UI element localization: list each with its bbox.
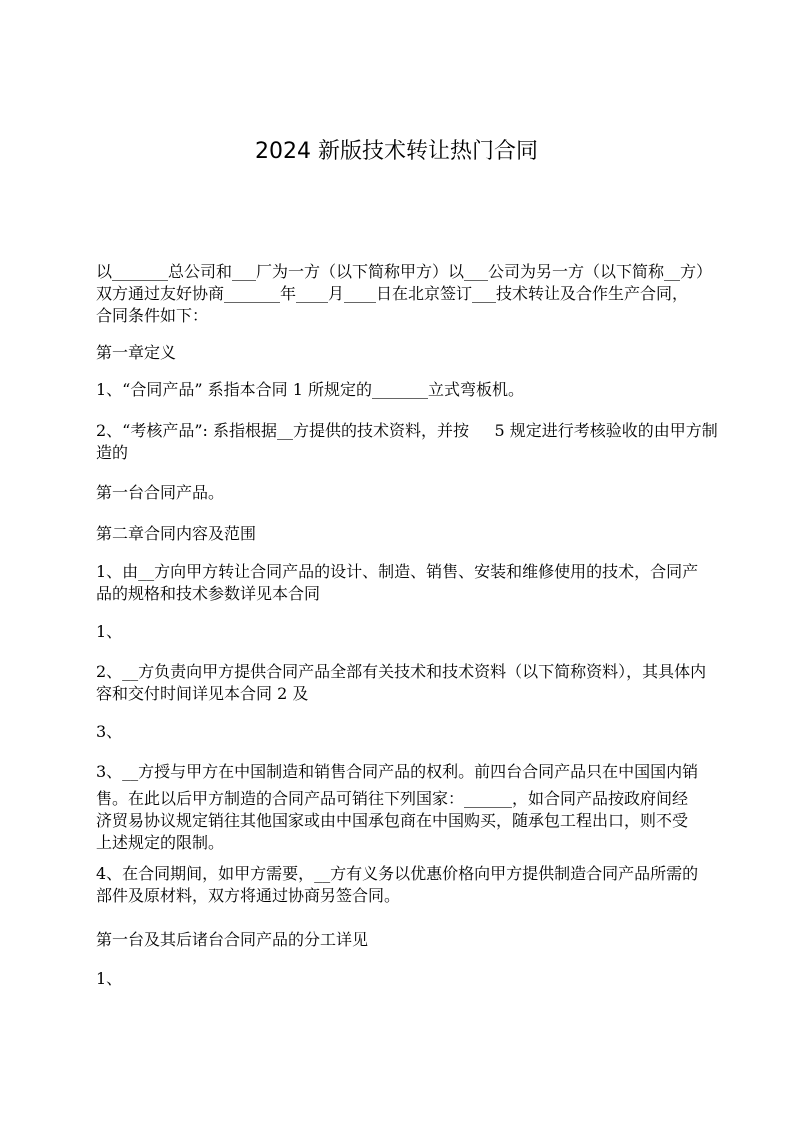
paragraph-line: 容和交付时间详见本合同 2 及 [96, 684, 309, 703]
clause-technology-transfer [96, 561, 698, 605]
paragraph-line: 1、“合同产品” 系指本合同 1 所规定的_______立式弯板机。 [96, 380, 524, 399]
paragraph-line: 第一台合同产品。 [96, 483, 225, 502]
clause-parts-supply [96, 863, 698, 907]
paragraph-line: 上述规定的限制。 [96, 833, 225, 852]
paragraph-line: 1、由__方向甲方转让合同产品的设计、制造、销售、安装和维修使用的技术，合同产 [96, 562, 699, 581]
paragraph-line: 3、 [96, 722, 123, 741]
heading-text: 第二章合同内容及范围 [96, 524, 257, 543]
paragraph-line: 2、“考核产品”: 系指根据__方提供的技术资料，并按 5 规定进行考核验收的由甲方制 [96, 421, 718, 440]
paragraph-line: 2、__方负责向甲方提供合同产品全部有关技术和技术资料（以下简称资料），其具体内 [96, 662, 707, 681]
paragraph-division-of-work [96, 929, 368, 951]
paragraph-line: 1、 [96, 622, 123, 641]
paragraph-line: 部件及原材料，双方将通过协商另签合同。 [96, 886, 401, 905]
paragraph-line: 品的规格和技术参数详见本合同 [96, 584, 321, 603]
paragraph-preamble [96, 261, 712, 327]
paragraph-first-unit [96, 482, 224, 504]
paragraph-line: 双方通过友好协商_______年____月____日在北京签订___技术转让及合作生产合同， [96, 284, 689, 303]
clause-number [96, 968, 122, 990]
chapter-heading-scope [96, 523, 256, 545]
clause-technical-data [96, 661, 706, 705]
clause-number [96, 721, 122, 743]
paragraph-line: 3、__方授与甲方在中国制造和销售合同产品的权利。前四台合同产品只在中国国内销 [96, 762, 699, 781]
paragraph-line: 售。在此以后甲方制造的合同产品可销往下列国家：______，如合同产品按政府间经 [96, 789, 689, 808]
paragraph-line: 造的 [96, 443, 129, 462]
paragraph-line: 4、在合同期间，如甲方需要，__方有义务以优惠价格向甲方提供制造合同产品所需的 [96, 864, 699, 883]
paragraph-line: 1、 [96, 969, 123, 988]
chapter-heading-definitions [96, 342, 176, 364]
heading-text: 第一章定义 [96, 343, 177, 362]
clause-manufacturing-rights [96, 761, 698, 854]
paragraph-line: 合同条件如下： [96, 306, 209, 325]
clause-contract-product [96, 379, 524, 401]
paragraph-line: 第一台及其后诸台合同产品的分工详见 [96, 930, 369, 949]
document-title: 2024 新版技术转让热门合同 [255, 139, 538, 164]
paragraph-line: 以_______总公司和___厂为一方（以下简称甲方）以___公司为另一方（以下简称__方） [96, 262, 713, 281]
clause-number [96, 621, 122, 643]
paragraph-line: 济贸易协议规定销往其他国家或由中国承包商在中国购买，随承包工程出口，则不受 [96, 811, 689, 830]
clause-assessment-product [96, 420, 718, 464]
